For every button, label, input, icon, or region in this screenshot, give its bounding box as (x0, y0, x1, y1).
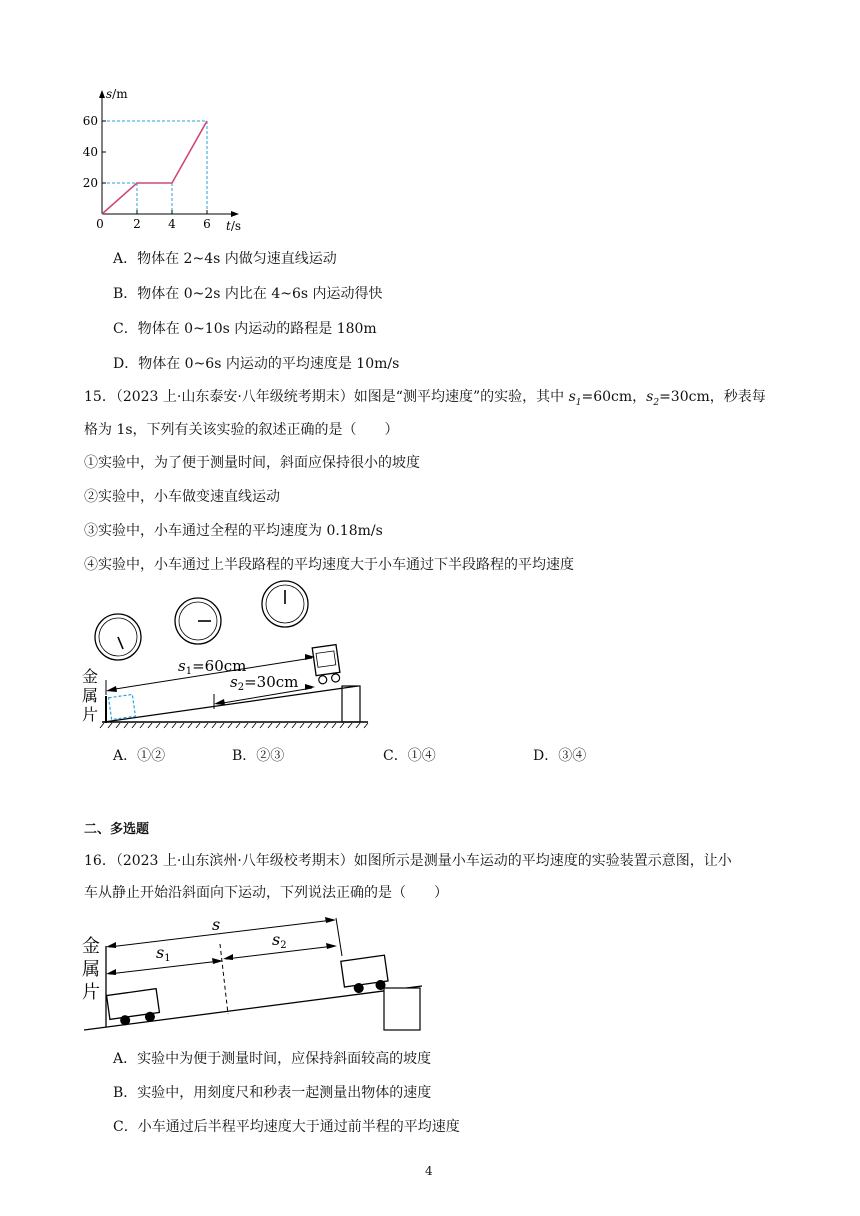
q15-fig-s2-subscript: 2 (237, 682, 245, 693)
q15-s1-symbol: s (568, 389, 576, 405)
q15-fig-s1-subscript: 1 (185, 666, 193, 677)
stopwatch-icon (262, 581, 308, 627)
q15-metal-label-2: 属 (82, 686, 99, 705)
q16-fig-s-label: s (212, 915, 221, 934)
q15-option-d: D．③④ (533, 748, 587, 764)
y-tick-label: 40 (82, 145, 98, 159)
svg-text:t/s (226, 219, 241, 233)
support-block (342, 686, 360, 722)
y-axis-label-symbol: s (106, 87, 113, 101)
q15-s2-symbol: s (646, 389, 654, 405)
q15-metal-label-1: 金 (82, 667, 99, 686)
car-end-position (109, 694, 136, 719)
stopwatch-icon (95, 614, 141, 660)
q15-s2-subscript: 2 (653, 397, 660, 408)
q15-stem-line1 (84, 386, 766, 408)
st-graph (80, 84, 250, 236)
q15-option-c: C．①④ (383, 748, 436, 764)
q14-option-d: D．物体在 0~6s 内运动的平均速度是 10m/s (113, 356, 400, 372)
q16-stem-line1: 16．（2023 上·山东滨州·八年级校考期末）如图所示是测量小车运动的平均速度的实验装置示意图，让小 (84, 853, 732, 869)
q15-fig-s1-value: =60cm (192, 657, 247, 675)
x-tick-label: 2 (133, 217, 141, 231)
q15-stem-text: 15．（2023 上·山东泰安·八年级统考期末）如图是“测平均速度”的实验，其中 (84, 389, 569, 405)
toy-car (341, 955, 389, 995)
q15-fig-s1-symbol: s (178, 657, 186, 675)
q15-s1-subscript: 1 (575, 397, 582, 408)
svg-text:s/m (106, 87, 128, 101)
y-axis-arrow (99, 90, 105, 98)
q15-s1-value: =60cm， (581, 389, 647, 405)
q16-fig-s2-symbol: s (272, 930, 281, 949)
q15-s2-value: =30cm，秒表每 (659, 389, 766, 405)
q14-option-a: A．物体在 2~4s 内做匀速直线运动 (113, 251, 337, 267)
x-axis-label-unit: /s (230, 219, 242, 233)
svg-text:s2 (272, 930, 287, 951)
q14-option-b: B．物体在 0~2s 内比在 4~6s 内运动得快 (113, 286, 383, 302)
q14-option-c: C．物体在 0~10s 内运动的路程是 180m (113, 321, 377, 337)
y-tick-label: 20 (82, 176, 98, 190)
y-axis-label-unit: /m (112, 87, 128, 101)
q15-option-b: B．②③ (232, 748, 285, 764)
q16-option-a: A．实验中为便于测量时间，应保持斜面较高的坡度 (113, 1051, 432, 1067)
svg-text:s2=30cm (230, 673, 298, 693)
q16-metal-label-1: 金 (82, 936, 100, 957)
q15-statement-3: ③实验中，小车通过全程的平均速度为 0.18m/s (84, 523, 383, 539)
q16-figure (80, 908, 430, 1036)
x-axis-label-symbol: t (226, 219, 231, 233)
q16-option-c: C．小车通过后半程平均速度大于通过前半程的平均速度 (113, 1119, 460, 1135)
q16-fig-s2-subscript: 2 (280, 940, 287, 951)
q15-fig-s2-value: =30cm (244, 673, 299, 691)
q15-metal-label-3: 片 (82, 705, 99, 724)
x-tick-label: 6 (203, 217, 211, 231)
q15-statement-4: ④实验中，小车通过上半段路程的平均速度大于小车通过下半段路程的平均速度 (84, 557, 574, 573)
st-line (102, 121, 207, 214)
q16-option-b: B．实验中，用刻度尺和秒表一起测量出物体的速度 (113, 1085, 432, 1101)
stopwatch-icon (175, 598, 221, 644)
q15-statement-2: ②实验中，小车做变速直线运动 (84, 489, 280, 505)
svg-text:s1 (156, 943, 171, 964)
toy-car (312, 645, 341, 685)
page-number: 4 (425, 1164, 433, 1178)
y-tick-label: 60 (82, 114, 98, 128)
q16-fig-s1-subscript: 1 (164, 953, 171, 964)
support-block (384, 988, 420, 1030)
section-heading: 二、多选题 (84, 822, 150, 837)
q16-metal-label-2: 属 (82, 959, 100, 980)
x-tick-label: 4 (168, 217, 176, 231)
q15-stem-line2: 格为 1s，下列有关该实验的叙述正确的是（ ） (84, 422, 399, 438)
q16-metal-label-3: 片 (82, 982, 100, 1003)
q16-fig-s1-symbol: s (156, 943, 165, 962)
q15-fig-s2-symbol: s (230, 673, 238, 691)
q15-statement-1: ①实验中，为了便于测量时间，斜面应保持很小的坡度 (84, 455, 420, 471)
q16-stem-line2: 车从静止开始沿斜面向下运动，下列说法正确的是（ ） (84, 885, 448, 901)
q15-figure (80, 578, 380, 730)
x-tick-label: 0 (96, 217, 104, 231)
incline (104, 686, 358, 722)
x-axis-arrow (231, 211, 239, 217)
q15-option-a: A．①② (113, 748, 166, 764)
